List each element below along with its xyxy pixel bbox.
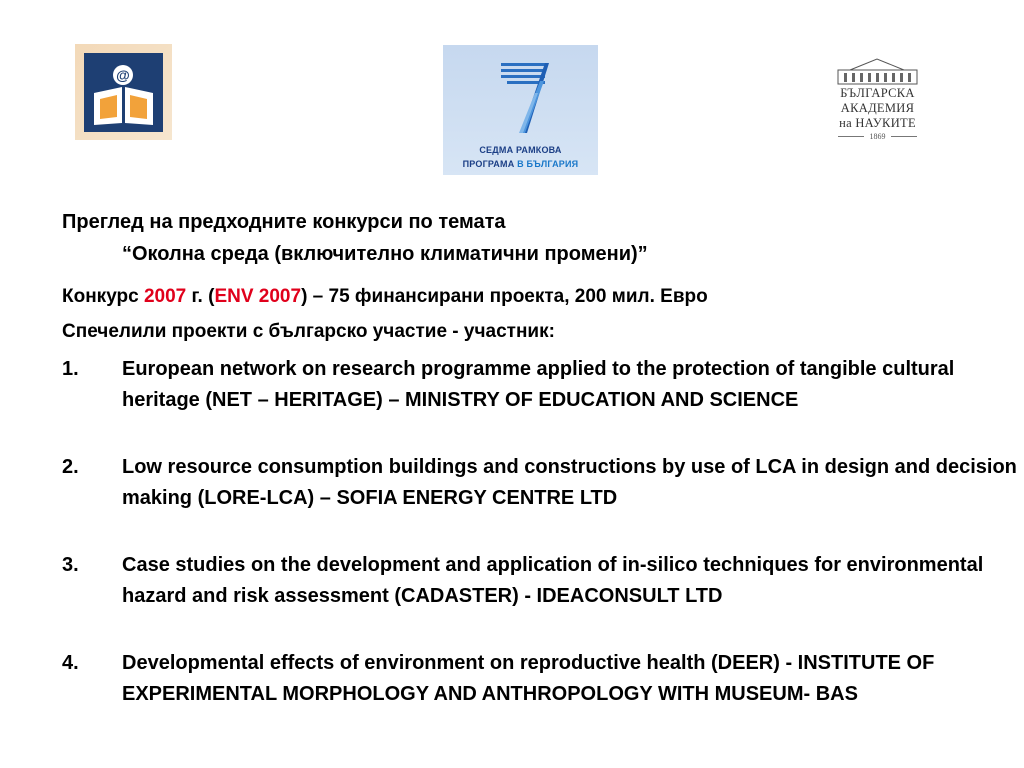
fp7-logo-line1: СЕДМА РАМКОВА bbox=[479, 145, 562, 155]
fp7-logo-line2-b: В БЪЛГАРИЯ bbox=[517, 159, 579, 169]
list-item-number: 3. bbox=[62, 554, 79, 576]
fp7-logo bbox=[443, 45, 598, 175]
contest-code: ENV 2007 bbox=[214, 286, 302, 307]
fp7-logo-line2 bbox=[443, 159, 598, 169]
list-item-number: 4. bbox=[62, 652, 79, 674]
library-logo bbox=[75, 44, 172, 140]
svg-text:@: @ bbox=[116, 67, 130, 83]
contest-suffix: ) – 75 финансирани проекта, 200 мил. Евро bbox=[301, 286, 708, 307]
list-item-text: European network on research programme applied to the protection of tangible cultural heritage (NET – HERITAGE) – MINISTRY OF EDUCATION AND SCIENCE bbox=[122, 358, 955, 411]
list-item-number: 2. bbox=[62, 456, 79, 478]
list-item-number: 1. bbox=[62, 358, 79, 380]
list-item-text: Low resource consumption buildings and constructions by use of LCA in design and decision making (LORE-LCA) – SOFIA ENERGY CENTRE LTD bbox=[122, 456, 1017, 509]
fp7-logo-line2-a: ПРОГРАМА bbox=[462, 159, 518, 169]
bas-logo-line3: на НАУКИТЕ bbox=[839, 116, 916, 130]
heading-line2: “Околна среда (включително климатични промени)” bbox=[122, 243, 648, 265]
book-at-icon bbox=[84, 53, 163, 132]
bas-logo-line2: АКАДЕМИЯ bbox=[840, 101, 915, 115]
winners-line: Спечелили проекти с българско участие - участник: bbox=[62, 321, 555, 342]
bas-logo-year: 1869 bbox=[869, 132, 886, 141]
heading-line1: Преглед на предходните конкурси по темата bbox=[62, 211, 506, 233]
contest-year: 2007 bbox=[143, 286, 187, 307]
contest-line bbox=[62, 285, 708, 309]
building-icon bbox=[830, 56, 925, 86]
bas-logo-line1: БЪЛГАРСКА bbox=[840, 86, 915, 100]
list-item-text: Developmental effects of environment on reproductive health (DEER) - INSTITUTE OF EXPERIMENTAL MORPHOLOGY AND ANTHROPOLOGY WITH MUSEUM- BAS bbox=[122, 652, 935, 705]
bas-logo bbox=[830, 56, 925, 146]
fp7-seven-icon bbox=[443, 45, 598, 145]
list-item-text: Case studies on the development and application of in-silico techniques for environmental hazard and risk assessment (CADASTER) - IDEACONSULT LTD bbox=[122, 554, 984, 607]
contest-mid: г. ( bbox=[186, 286, 215, 307]
contest-prefix: Конкурс bbox=[62, 286, 144, 307]
